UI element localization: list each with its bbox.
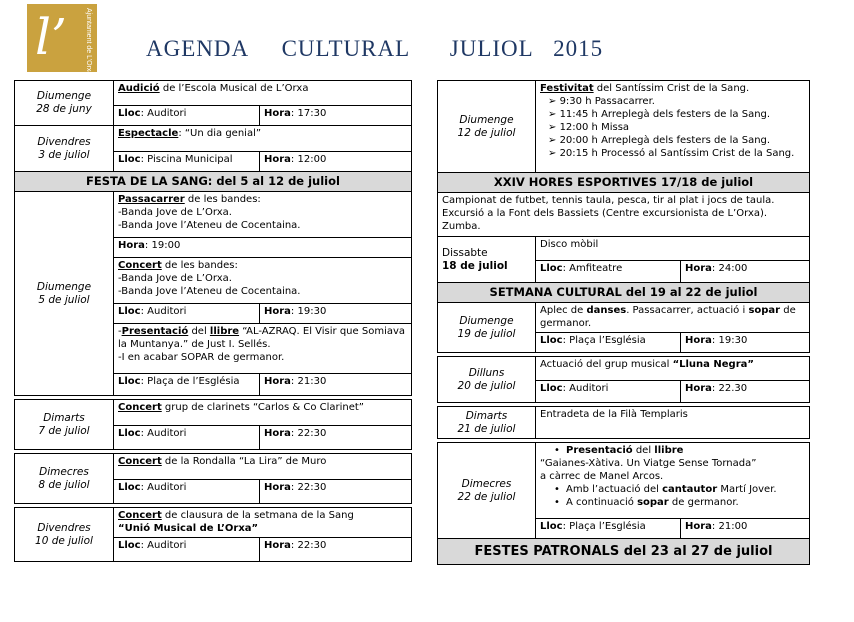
- section-band: FESTA DE LA SANG: del 5 al 12 de juliol: [15, 172, 412, 192]
- agenda-left-table: [14, 80, 412, 562]
- event-description: Espectacle: “Un dia genial”: [114, 126, 412, 152]
- event-day: Dissabte 18 de juliol: [438, 237, 536, 283]
- event-description: Concert de la Rondalla “La Lira” de Muro: [114, 454, 412, 480]
- event-time: Hora: 19:00: [114, 238, 412, 258]
- event-description: Concert de clausura de la setmana de la Sang “Unió Musical de L’Orxa”: [114, 508, 412, 538]
- page-title: AGENDA CULTURAL JULIOL 2015: [146, 36, 604, 61]
- event-row: [15, 81, 412, 106]
- event-description: [536, 443, 810, 519]
- event-day: Dimarts 7 de juliol: [15, 400, 114, 450]
- event-place: Lloc: Auditori: [536, 381, 681, 403]
- event-place: Lloc: Piscina Municipal: [114, 152, 260, 172]
- list-item: ➢ 9:30 h Passacarrer.: [548, 95, 805, 108]
- list-item: ➢ 20:00 h Arreplegà dels festers de la Sang.: [548, 134, 805, 147]
- agenda-right-table: [437, 80, 810, 565]
- event-schedule-list: [540, 95, 805, 160]
- event-description: -Presentació del llibre “AL-AZRAQ. El Visir que Somiava la Muntanya.” de Just I. Sellés. -I en acabar SOPAR de germanor.: [114, 324, 412, 374]
- event-description: Entradeta de la Filà Templaris: [536, 407, 810, 439]
- event-time: Hora: 21:00: [681, 519, 810, 539]
- event-time: Hora: 12:00: [260, 152, 412, 172]
- list-item: ➢ 12:00 h Missa: [548, 121, 805, 134]
- event-time: Hora: 22.30: [681, 381, 810, 403]
- event-description: Concert grup de clarinets “Carlos & Co Clarinet”: [114, 400, 412, 426]
- section-band: FESTES PATRONALS del 23 al 27 de juliol: [438, 539, 810, 565]
- event-place: Lloc: Amfiteatre: [536, 261, 681, 283]
- event-description: Passacarrer de les bandes: -Banda Jove de L’Orxa. -Banda Jove l’Ateneu de Cocentaina.: [114, 192, 412, 238]
- sports-description: Campionat de futbet, tennis taula, pesca, tir al plat i jocs de taula. Excursió a la Font dels Bassiets (Centre excursionista de L’Orxa). Zumba.: [438, 193, 810, 237]
- event-time: Hora: 19:30: [681, 333, 810, 353]
- event-day: Dilluns 20 de juliol: [438, 357, 536, 403]
- event-time: Hora: 24:00: [681, 261, 810, 283]
- event-description: Actuació del grup musical “Lluna Negra”: [536, 357, 810, 381]
- list-item: ➢ 20:15 h Processó al Santíssim Crist de la Sang.: [548, 147, 805, 160]
- event-description: Audició de l’Escola Musical de L’Orxa: [114, 81, 412, 106]
- event-place: Lloc: Auditori: [114, 106, 260, 126]
- event-time: Hora: 22:30: [260, 480, 412, 504]
- event-place: Lloc: Auditori: [114, 426, 260, 450]
- event-description: Festivitat del Santíssim Crist de la Sang. ➢ 9:30 h Passacarrer. ➢ 11:45 h Arreplegà dels festers de la Sang. ➢ 12:00 h Missa ➢ 20:00 h Arreplegà dels festers de la Sang. ➢ 20:15 h Processó al Santíssim Crist de la Sang.: [536, 81, 810, 173]
- list-item: ➢ 11:45 h Arreplegà dels festers de la Sang.: [548, 108, 805, 121]
- event-place: Lloc: Plaça l’Església: [536, 333, 681, 353]
- book-author: a càrrec de Manel Arcos.: [540, 471, 664, 482]
- event-description: Aplec de danses. Passacarrer, actuació i sopar de germanor.: [536, 303, 810, 333]
- event-time: Hora: 19:30: [260, 304, 412, 324]
- event-day: Divendres 3 de juliol: [15, 126, 114, 172]
- event-description: Disco mòbil: [536, 237, 810, 261]
- event-place: Lloc: Auditori: [114, 304, 260, 324]
- town-logo: [27, 4, 97, 76]
- event-description: Concert de les bandes: -Banda Jove de L’Orxa. -Banda Jove l’Ateneu de Cocentaina.: [114, 258, 412, 304]
- event-time: Hora: 17:30: [260, 106, 412, 126]
- section-band: XXIV HORES ESPORTIVES 17/18 de juliol: [438, 173, 810, 193]
- event-day: Diumenge 12 de juliol: [438, 81, 536, 173]
- event-time: Hora: 21:30: [260, 374, 412, 396]
- book-title: “Gaianes-Xàtiva. Un Viatge Sense Tornada”: [540, 458, 757, 469]
- logo-text: Ajuntament de L’Orxa: [85, 8, 92, 76]
- event-day: Dimecres 22 de juliol: [438, 443, 536, 539]
- event-place: Lloc: Auditori: [114, 480, 260, 504]
- event-day: Diumenge 19 de juliol: [438, 303, 536, 353]
- logo-glyph: l’: [35, 8, 67, 66]
- list-item: • A continuació sopar de germanor.: [566, 496, 805, 509]
- event-day: Diumenge 5 de juliol: [15, 192, 114, 396]
- event-time: Hora: 22:30: [260, 426, 412, 450]
- event-place: Lloc: Auditori: [114, 538, 260, 562]
- section-band: SETMANA CULTURAL del 19 al 22 de juliol: [438, 283, 810, 303]
- event-day: Dimecres 8 de juliol: [15, 454, 114, 504]
- event-day: Divendres 10 de juliol: [15, 508, 114, 562]
- event-place: Lloc: Plaça l’Església: [536, 519, 681, 539]
- event-detail-list: [540, 483, 805, 509]
- event-time: Hora: 22:30: [260, 538, 412, 562]
- list-item: • Amb l’actuació del cantautor Martí Jover.: [566, 483, 805, 496]
- event-day: Dimarts 21 de juliol: [438, 407, 536, 439]
- event-row: [15, 126, 412, 152]
- event-day: Diumenge 28 de juny: [15, 81, 114, 126]
- list-item: • Presentació del llibre: [566, 444, 805, 457]
- event-detail-list: [540, 444, 805, 457]
- event-place: Lloc: Plaça de l’Església: [114, 374, 260, 396]
